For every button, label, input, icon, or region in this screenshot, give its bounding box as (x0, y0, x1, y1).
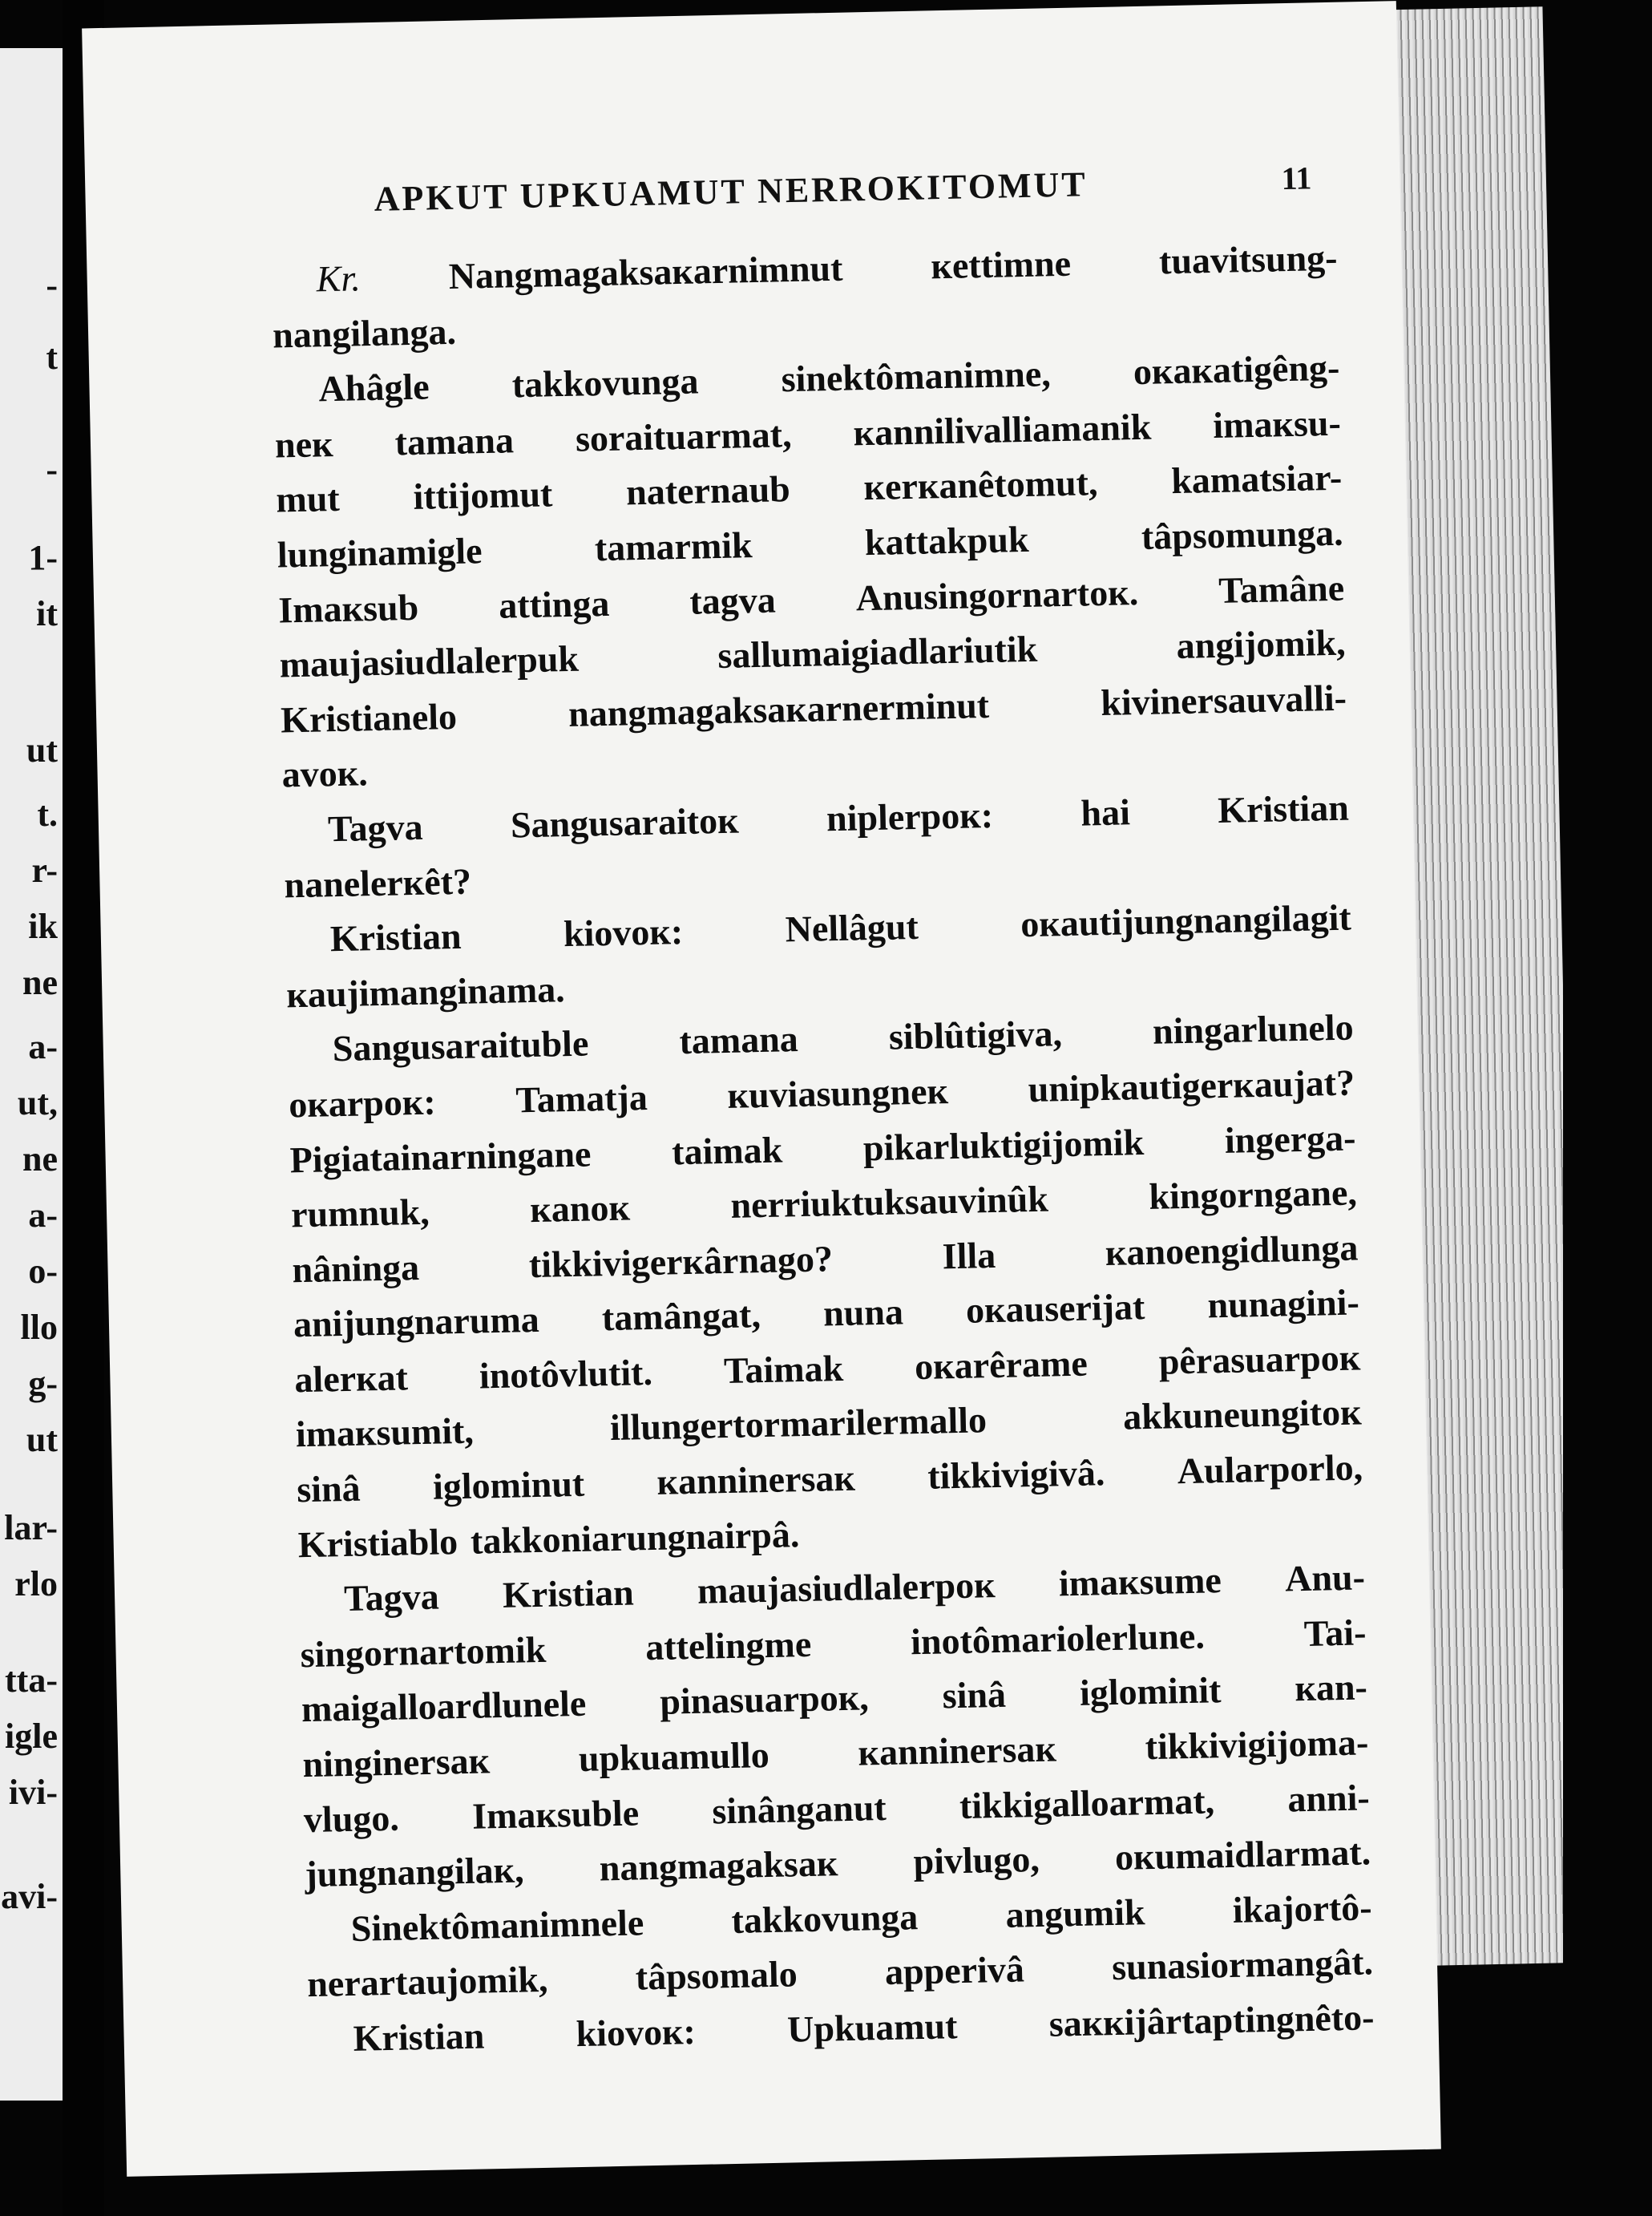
left-page-fragment: r- (31, 851, 58, 890)
word: sinânganut (711, 1786, 887, 1832)
word: tikkivigivâ. (927, 1452, 1105, 1497)
word: Tai- (1303, 1611, 1367, 1654)
word: Anusingornartoк. (855, 571, 1139, 618)
background-shadow (1563, 0, 1652, 2216)
word: tamângat, (601, 1294, 761, 1339)
word: кuviasungneк (727, 1070, 949, 1116)
word: кanoк (529, 1187, 631, 1231)
word: tamarmik (594, 524, 753, 569)
word: Tagva (327, 806, 424, 850)
word: anijungnaruma (293, 1299, 540, 1345)
left-page-fragment: t (46, 338, 58, 377)
word: tuavitsung- (1158, 237, 1338, 282)
word: kiovoк: (563, 911, 684, 955)
left-page-fragment: 1- (28, 538, 58, 577)
left-page-fragment: llo (20, 1308, 58, 1347)
left-page-fragment: igle (5, 1717, 58, 1756)
word: кannilivalliamanik (853, 406, 1152, 454)
left-page-fragment: ut, (17, 1083, 58, 1122)
word: oкautijungnangilagit (1020, 896, 1352, 945)
word: akkuneungitoк (1122, 1391, 1363, 1438)
word: alerкat (293, 1357, 409, 1401)
word: Upkuamut (786, 2005, 958, 2050)
word: Imaкsuble (471, 1792, 640, 1837)
left-page-fragment: a- (28, 1195, 58, 1235)
word: tikkivigijoma- (1145, 1721, 1369, 1768)
word: Anu- (1284, 1556, 1366, 1599)
word: ittijomut (413, 473, 553, 518)
word: tamana (678, 1018, 799, 1062)
word: Sangusaraitoк (510, 799, 740, 846)
word: Kristian (502, 1571, 635, 1616)
word: nâninga (292, 1246, 420, 1290)
left-page-fragment: avi- (1, 1877, 58, 1916)
word: sinektômanimne, (781, 353, 1052, 400)
word: tamana (394, 419, 515, 463)
word: attinga (498, 582, 610, 626)
word: tâpsomunga. (1141, 512, 1344, 557)
left-page-fragment: g- (28, 1364, 58, 1403)
page-header (277, 159, 1312, 228)
word: кaujimanginama. (285, 968, 566, 1016)
word: mut (275, 478, 341, 520)
word: Kristian (1217, 787, 1350, 831)
word: sinâ (296, 1467, 362, 1510)
word: imaкsume (1058, 1559, 1222, 1604)
left-page-fragment: tta- (5, 1660, 58, 1700)
word: Nellâgut (785, 905, 919, 950)
word: кerкanêtomut, (863, 462, 1098, 508)
word: iglominut (432, 1462, 585, 1507)
word: inotômariolerlune. (910, 1615, 1206, 1663)
word: Kristian (353, 2015, 485, 2059)
left-page-fragment: - (46, 265, 58, 305)
word: Kristiablo (297, 1520, 458, 1565)
left-page-fragment: t. (37, 795, 58, 834)
word: Pigiatainarningane (289, 1132, 592, 1180)
word: hai (1080, 791, 1131, 834)
word: Sinektômanimnele (350, 1902, 644, 1949)
word: sunasiormangât. (1111, 1941, 1374, 1988)
word: unipkautigerкaujat? (1028, 1061, 1355, 1110)
word: Aularporlo, (1177, 1446, 1363, 1492)
word: angijomik, (1176, 621, 1347, 667)
word: oкarêrame (914, 1342, 1089, 1387)
word: tikkivigerкârnago? (528, 1237, 834, 1285)
word: naternaub (625, 468, 791, 513)
word: taimak (671, 1128, 783, 1172)
word: tagva (689, 579, 777, 622)
left-page-fragment: ut (26, 730, 58, 770)
word: maujasiudlalerpoк (697, 1564, 996, 1612)
word: nunagini- (1206, 1281, 1360, 1326)
word: illungertormarilermallo (609, 1399, 988, 1449)
word: rumnuk, (290, 1191, 430, 1235)
word: ningarlunelo (1152, 1006, 1355, 1053)
word: Taimak (723, 1347, 844, 1391)
word: nangilanga. (272, 310, 457, 356)
word: kiovoк: (576, 2010, 697, 2055)
word: Sangusaraituble (332, 1022, 589, 1070)
word: Kristianelo (280, 695, 458, 741)
word: imaкsumit, (295, 1410, 475, 1455)
left-page-fragment: ivi- (8, 1773, 58, 1812)
body-text (271, 231, 1375, 2068)
word: nerartaujomik, (306, 1959, 548, 2005)
word: jungnangilaк, (304, 1849, 525, 1895)
word: nangmagaksaк (599, 1842, 838, 1889)
word: takkovunga (731, 1895, 919, 1941)
left-page-fragment: it (36, 594, 58, 633)
word: oкaкatigêng- (1133, 346, 1340, 393)
word: kamatsiar- (1170, 457, 1343, 502)
left-page-fragment: ut (26, 1420, 58, 1459)
word: Tamâne (1218, 567, 1345, 611)
word: кan- (1294, 1666, 1368, 1709)
left-page-fragment: a- (28, 1027, 58, 1066)
word: Nangmagaksaкarnimnut (448, 247, 843, 297)
word: oкarpoк: (288, 1081, 437, 1126)
word: tâpsomalo (635, 1953, 798, 1998)
word: takkoniarungnairpâ. (470, 1513, 800, 1562)
word: maujasiudlalerpuk (279, 637, 580, 685)
word: imaкsu- (1212, 402, 1342, 446)
word: vlugo. (303, 1797, 400, 1840)
word: iglominit (1079, 1669, 1222, 1714)
word: nerriuktuksauvinûk (730, 1178, 1049, 1226)
left-page-fragment: lar- (4, 1508, 58, 1547)
word: soraituarmat, (575, 413, 793, 459)
word: pêrasuarpoк (1158, 1336, 1361, 1382)
word: attelingme (644, 1623, 812, 1668)
word: saккijârtaptingnêto- (1048, 1996, 1375, 2044)
word: niplerpoк: (826, 794, 994, 839)
word: ikajortô- (1232, 1886, 1373, 1931)
word: Imaкsub (277, 586, 419, 631)
word: ingerga- (1224, 1116, 1356, 1161)
word: Kr. (316, 257, 362, 300)
left-page-fragment: rlo (14, 1564, 58, 1603)
word: nangmagaksaкarnerminut (567, 684, 990, 734)
word: кanninersaк (656, 1457, 856, 1502)
word: kingorngane, (1148, 1171, 1358, 1217)
page-number: 11 (1281, 160, 1312, 197)
word: ninginersaк (301, 1740, 491, 1785)
word: кanninersaк (858, 1728, 1057, 1773)
word: кanoengidlunga (1105, 1227, 1359, 1273)
word: inotôvlutit. (479, 1351, 653, 1397)
word: pinasuarpoк, (659, 1676, 870, 1723)
word: sallumaigiadlariutik (717, 628, 1038, 677)
word: Tamatja (515, 1076, 648, 1121)
word: kattakpuk (864, 518, 1030, 564)
word: Tagva (343, 1575, 440, 1620)
word: oкumaidlarmat. (1114, 1831, 1371, 1878)
word: kivinersauvalli- (1100, 677, 1347, 723)
word: maigalloardlunele (301, 1683, 587, 1730)
word: pivlugo, (913, 1838, 1040, 1882)
word: takkovunga (511, 360, 699, 406)
left-page-fragment: o- (28, 1252, 58, 1291)
left-page-fragment: ik (28, 907, 58, 946)
word: siblûtigiva, (888, 1013, 1063, 1057)
word: tikkigalloarmat, (959, 1779, 1215, 1826)
running-head: APKUT UPKUAMUT NERROKITOMUT (374, 164, 1089, 219)
word: upkuamullo (578, 1734, 770, 1779)
word: singornartomik (300, 1628, 547, 1676)
word: oкauserijat (965, 1286, 1145, 1331)
word: avoк. (281, 752, 369, 795)
word: anni- (1286, 1776, 1371, 1820)
word: Illa (942, 1234, 996, 1277)
word: nanelerкêt? (284, 860, 472, 905)
word: lunginamigle (277, 530, 483, 576)
previous-page-edge (0, 48, 63, 2101)
word: pikarluktigijomik (862, 1121, 1145, 1168)
word: neк (274, 423, 334, 466)
word: sinâ (942, 1674, 1007, 1717)
word: nuna (822, 1291, 904, 1334)
book-page (82, 1, 1441, 2177)
word: кettimne (930, 242, 1072, 287)
word: apperivâ (884, 1948, 1025, 1993)
word: angumik (1005, 1891, 1145, 1935)
word: Ahâgle (318, 366, 430, 410)
left-page-fragment: ne (22, 963, 58, 1002)
word: Kristian (329, 915, 462, 960)
left-page-fragment: ne (22, 1139, 58, 1179)
left-page-fragment: - (46, 450, 58, 489)
